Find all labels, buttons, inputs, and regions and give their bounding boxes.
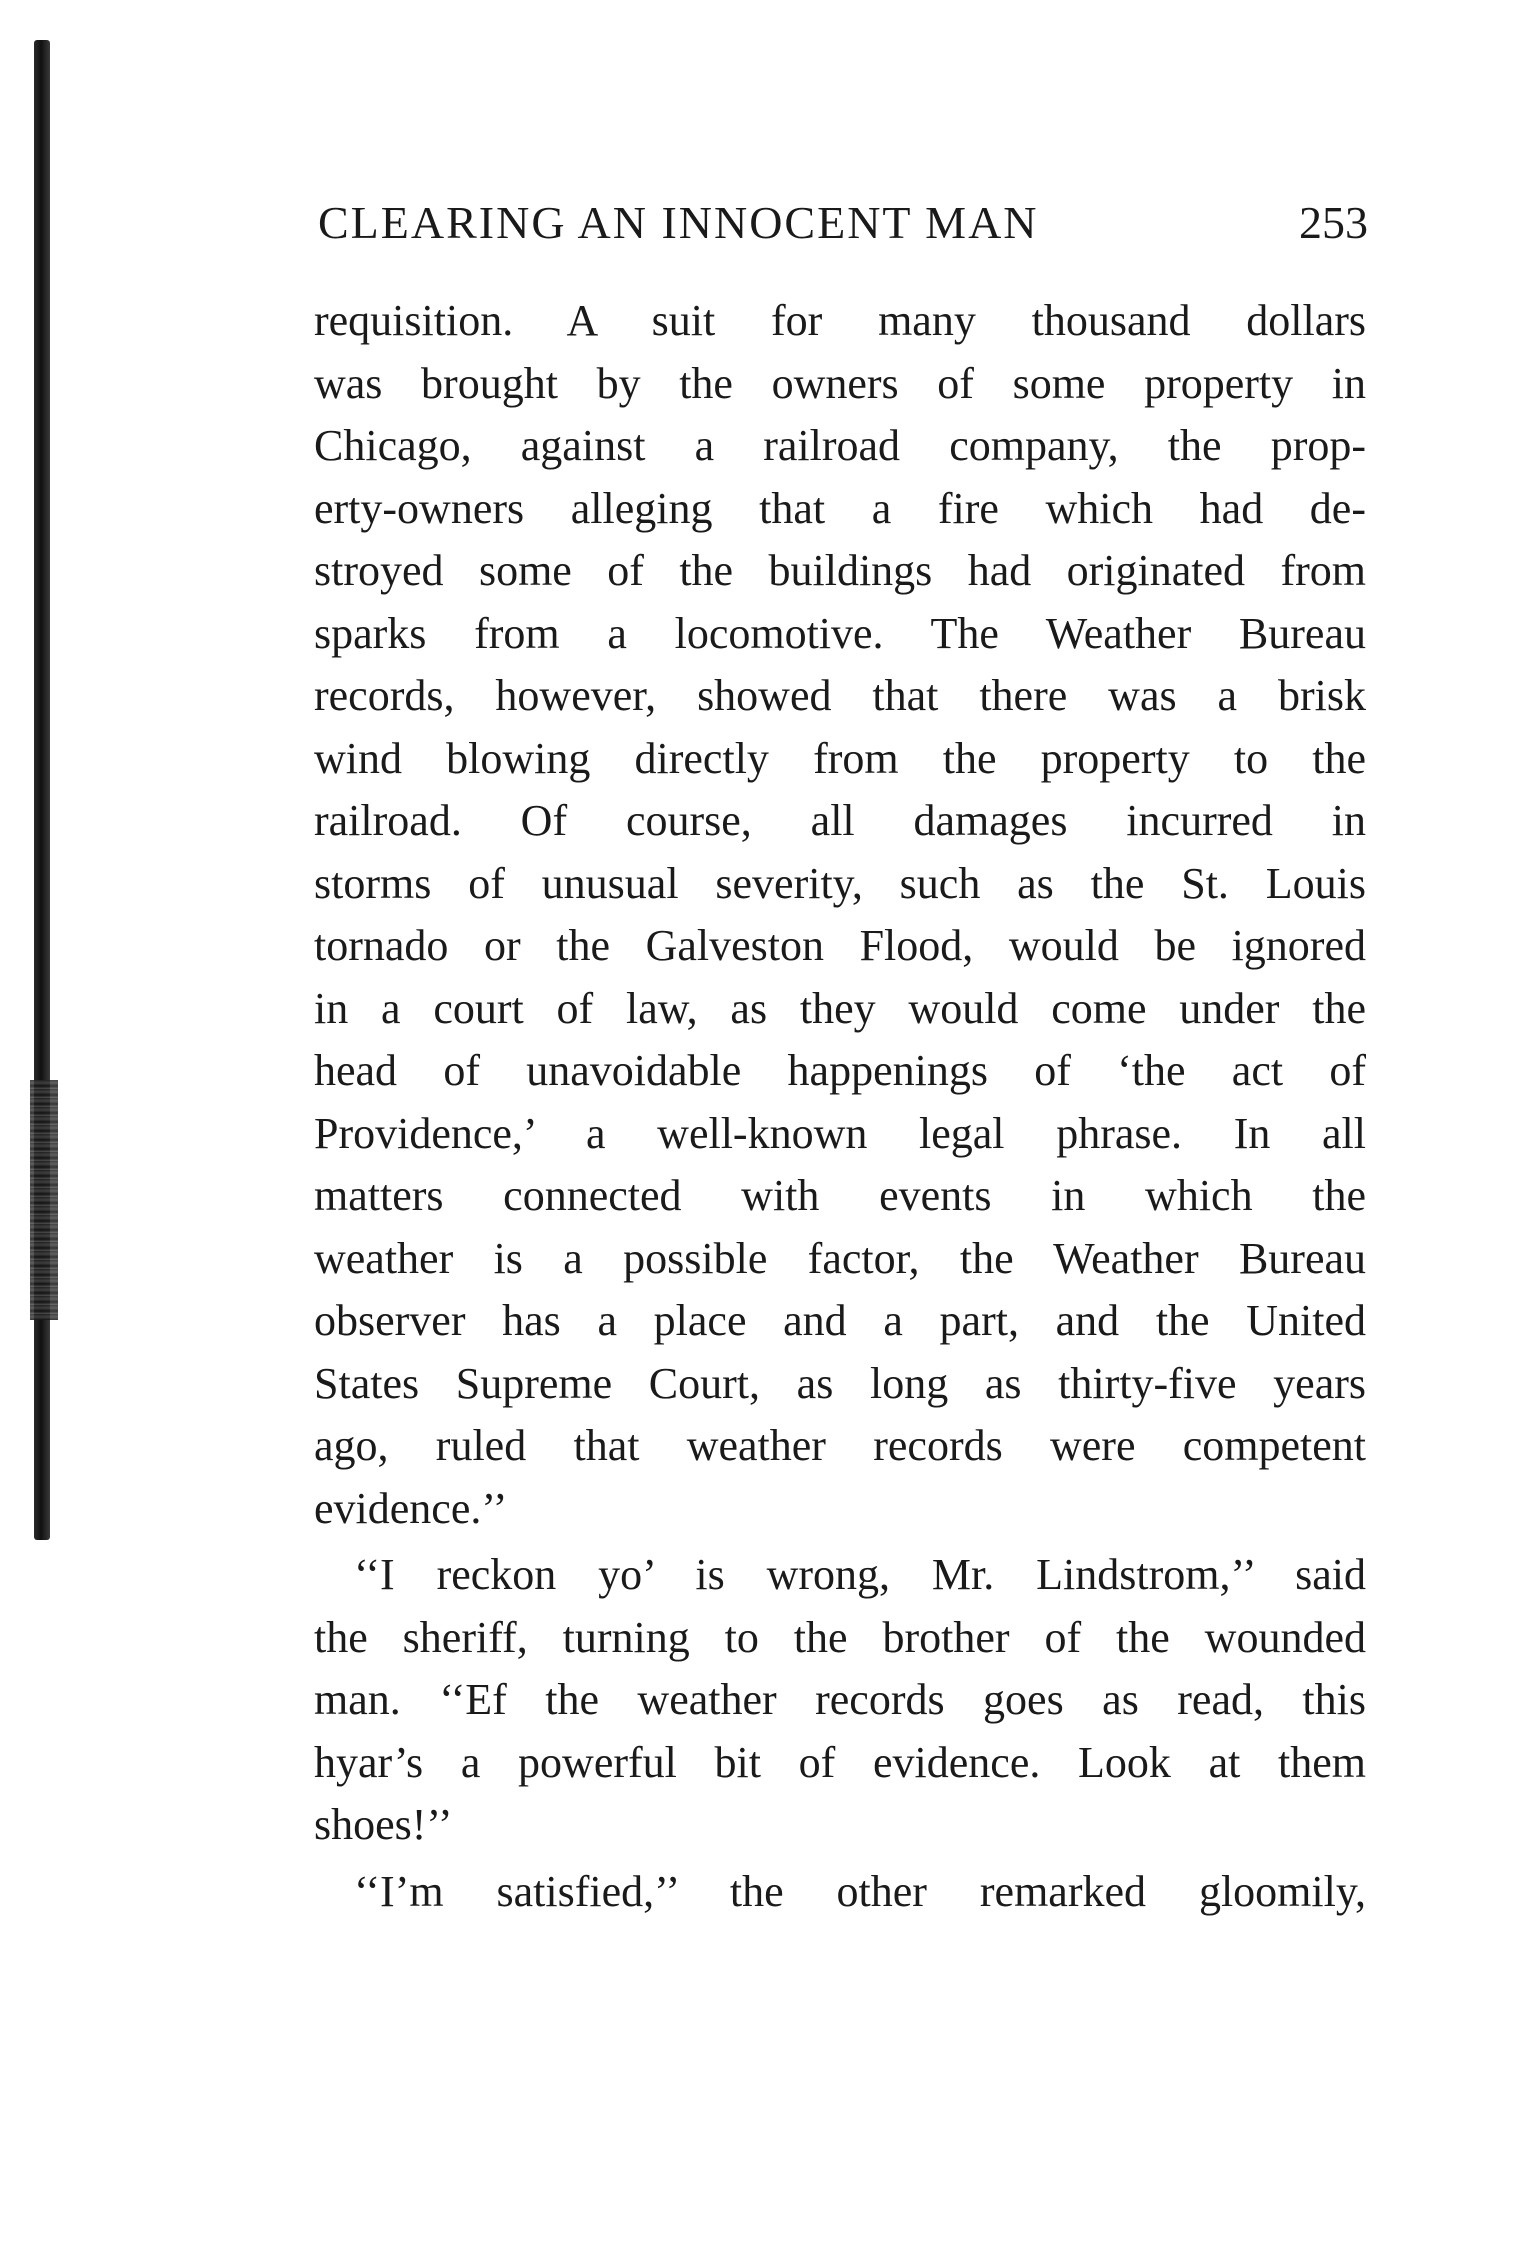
text-line: weather is a possible factor, the Weather Bureau	[314, 1233, 1366, 1283]
page-binding-fray	[30, 1080, 58, 1320]
text-line: Providence,’ a well-known legal phrase. In all	[314, 1108, 1366, 1158]
text-line: sparks from a locomotive. The Weather Bureau	[314, 608, 1366, 658]
text-line: was brought by the owners of some property in	[314, 358, 1366, 408]
text-line: tornado or the Galveston Flood, would be ignored	[314, 921, 1366, 970]
text-line: head of unavoidable happenings of ‘the act of	[314, 1046, 1366, 1095]
running-title: CLEARING AN INNOCENT MAN	[318, 197, 1039, 248]
text-line: requisition. A suit for many thousand dollars	[314, 296, 1366, 345]
text-line: records, however, showed that there was a brisk	[314, 671, 1366, 720]
text-line: erty-owners alleging that a fire which had de-	[314, 483, 1366, 533]
text-line: evidence.’’	[314, 1483, 508, 1533]
text-line: ‘‘I reckon yo’ is wrong, Mr. Lindstrom,’’ said	[354, 1550, 1366, 1599]
text-line: States Supreme Court, as long as thirty-five years	[314, 1358, 1366, 1408]
running-head	[318, 196, 1368, 260]
text-line: matters connected with events in which the	[314, 1171, 1366, 1220]
text-line: shoes!’’	[314, 1800, 453, 1849]
text-line: observer has a place and a part, and the United	[314, 1296, 1366, 1345]
text-line: stroyed some of the buildings had originated from	[314, 546, 1366, 595]
text-line: hyar’s a powerful bit of evidence. Look at them	[314, 1737, 1366, 1787]
text-line: in a court of law, as they would come under the	[314, 983, 1366, 1033]
body-text	[314, 290, 1366, 1923]
text-line: railroad. Of course, all damages incurred in	[314, 796, 1366, 845]
text-line: ‘‘I’m satisfied,’’ the other remarked gloomily,	[354, 1866, 1366, 1916]
text-line: man. ‘‘Ef the weather records goes as read, this	[314, 1675, 1366, 1724]
text-line: Chicago, against a railroad company, the prop-	[314, 421, 1366, 470]
text-line: ago, ruled that weather records were competent	[314, 1421, 1366, 1470]
text-line: storms of unusual severity, such as the St. Louis	[314, 858, 1366, 908]
text-line: the sheriff, turning to the brother of the wounded	[314, 1612, 1366, 1662]
page-number: 253	[1299, 197, 1368, 248]
text-line: wind blowing directly from the property to the	[314, 733, 1366, 783]
